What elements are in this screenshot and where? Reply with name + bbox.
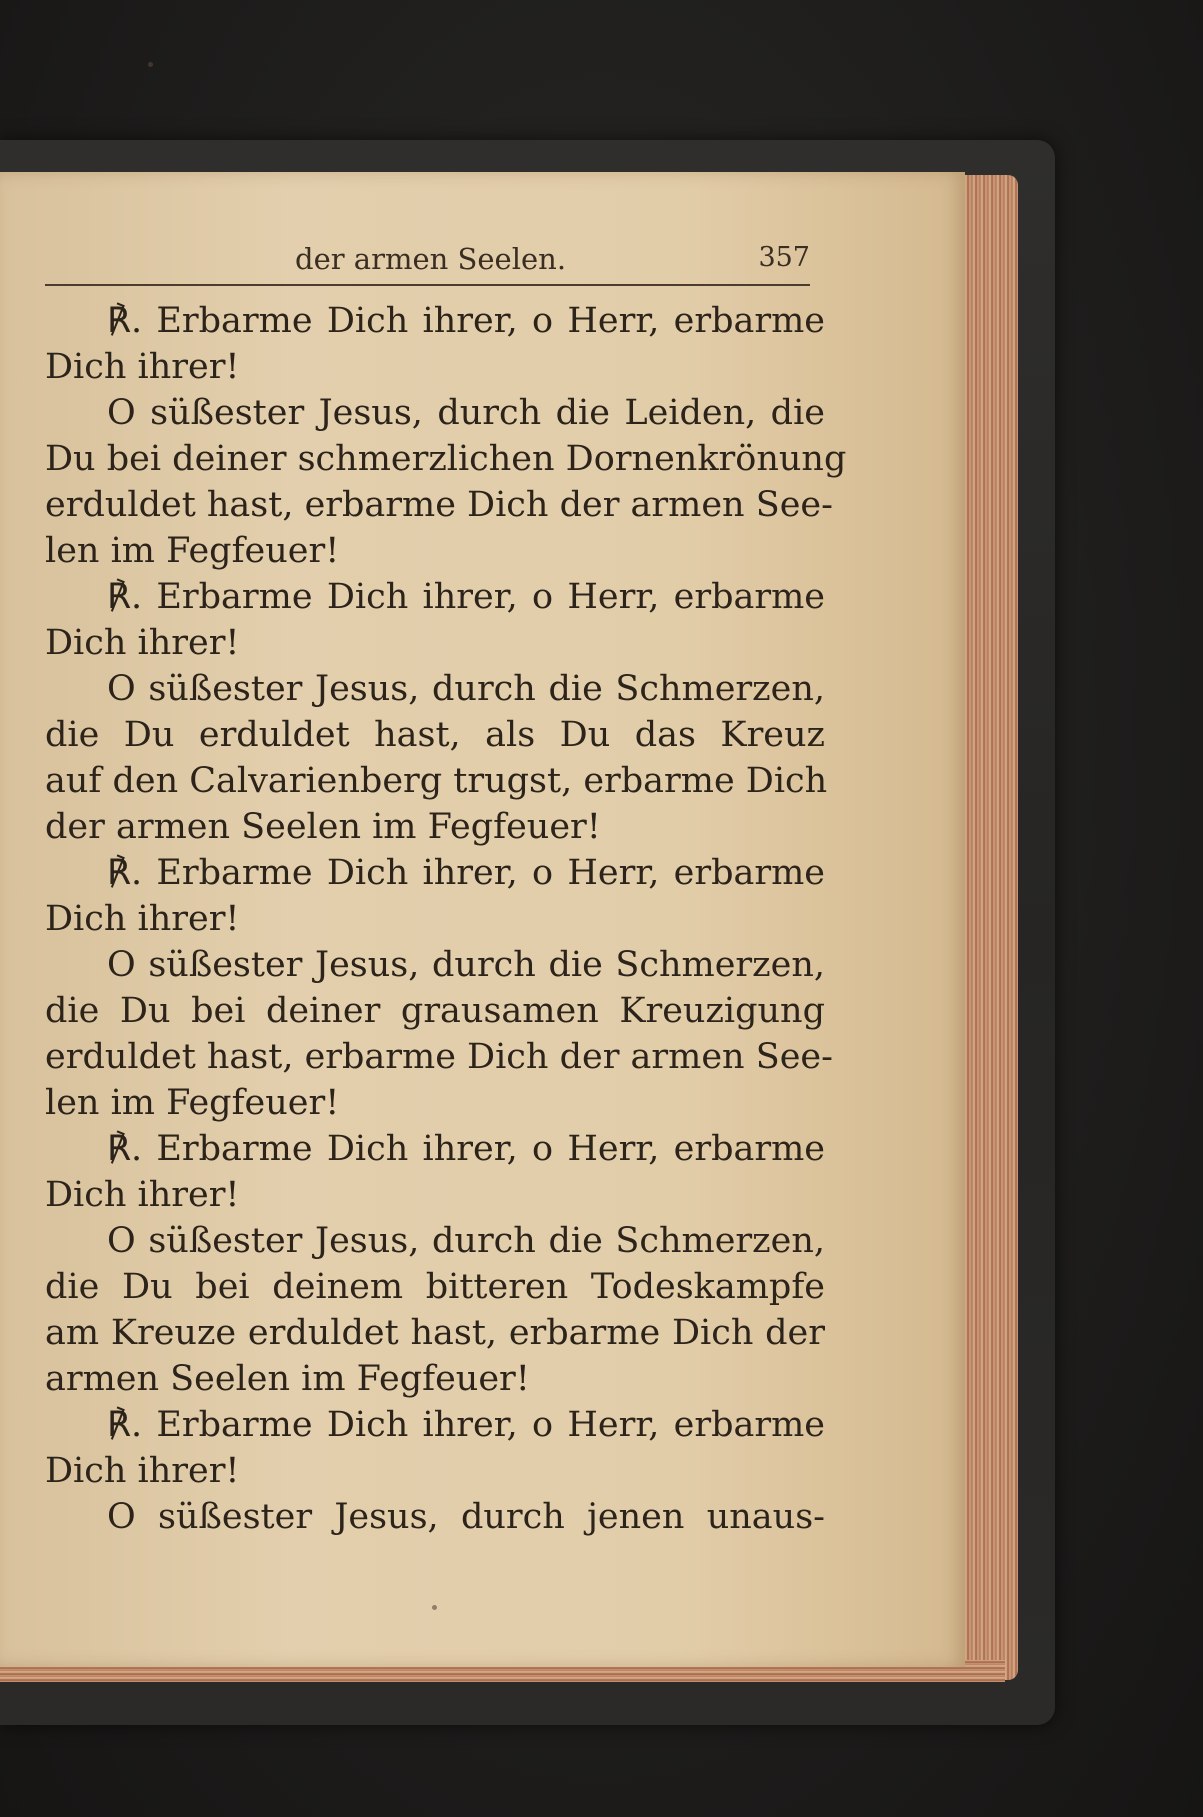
text-line: Dich ihrer! [45,347,240,387]
text-line: ℟. Erbarme Dich ihrer, o Herr, erbarme [107,301,825,341]
text-line: der armen Seelen im Fegfeuer! [45,807,601,847]
text-line: auf den Calvarienberg trugst, erbarme Dich [45,761,828,801]
prayer-text [45,298,847,1540]
running-head [45,238,810,286]
text-line: armen Seelen im Fegfeuer! [45,1359,530,1399]
text-line: Du bei deiner schmerzlichen Dornenkrönung [45,439,847,479]
text-line: die Du bei deinem bitteren Todeskampfe [45,1267,825,1307]
text-line: O süßester Jesus, durch die Schmerzen, [107,945,825,985]
text-line: am Kreuze erduldet hast, erbarme Dich der [45,1313,825,1353]
text-line: ℟. Erbarme Dich ihrer, o Herr, erbarme [107,1405,825,1445]
text-line: O süßester Jesus, durch die Schmerzen, [107,1221,825,1261]
text-line: Dich ihrer! [45,623,240,663]
text-line: len im Fegfeuer! [45,1083,340,1123]
text-line: die Du bei deiner grausamen Kreuzigung [45,991,825,1031]
text-line: Dich ihrer! [45,1451,240,1491]
text-line: erduldet hast, erbarme Dich der armen See- [45,485,833,525]
paper-speck [432,1605,437,1610]
text-line: ℟. Erbarme Dich ihrer, o Herr, erbarme [107,853,825,893]
text-line: len im Fegfeuer! [45,531,340,571]
text-line: Dich ihrer! [45,1175,240,1215]
dust-speck [148,62,153,67]
running-head-title: der armen Seelen. [295,242,567,276]
text-line: Dich ihrer! [45,899,240,939]
text-line: erduldet hast, erbarme Dich der armen See- [45,1037,833,1077]
text-line: ℟. Erbarme Dich ihrer, o Herr, erbarme [107,1129,825,1169]
text-line: ℟. Erbarme Dich ihrer, o Herr, erbarme [107,577,825,617]
page-number: 357 [758,242,810,273]
text-line: die Du erduldet hast, als Du das Kreuz [45,715,825,755]
text-line: O süßester Jesus, durch die Leiden, die [107,393,825,433]
header-rule [45,284,810,286]
text-line: O süßester Jesus, durch die Schmerzen, [107,669,825,709]
text-line: O süßester Jesus, durch jenen unaus- [107,1497,825,1537]
